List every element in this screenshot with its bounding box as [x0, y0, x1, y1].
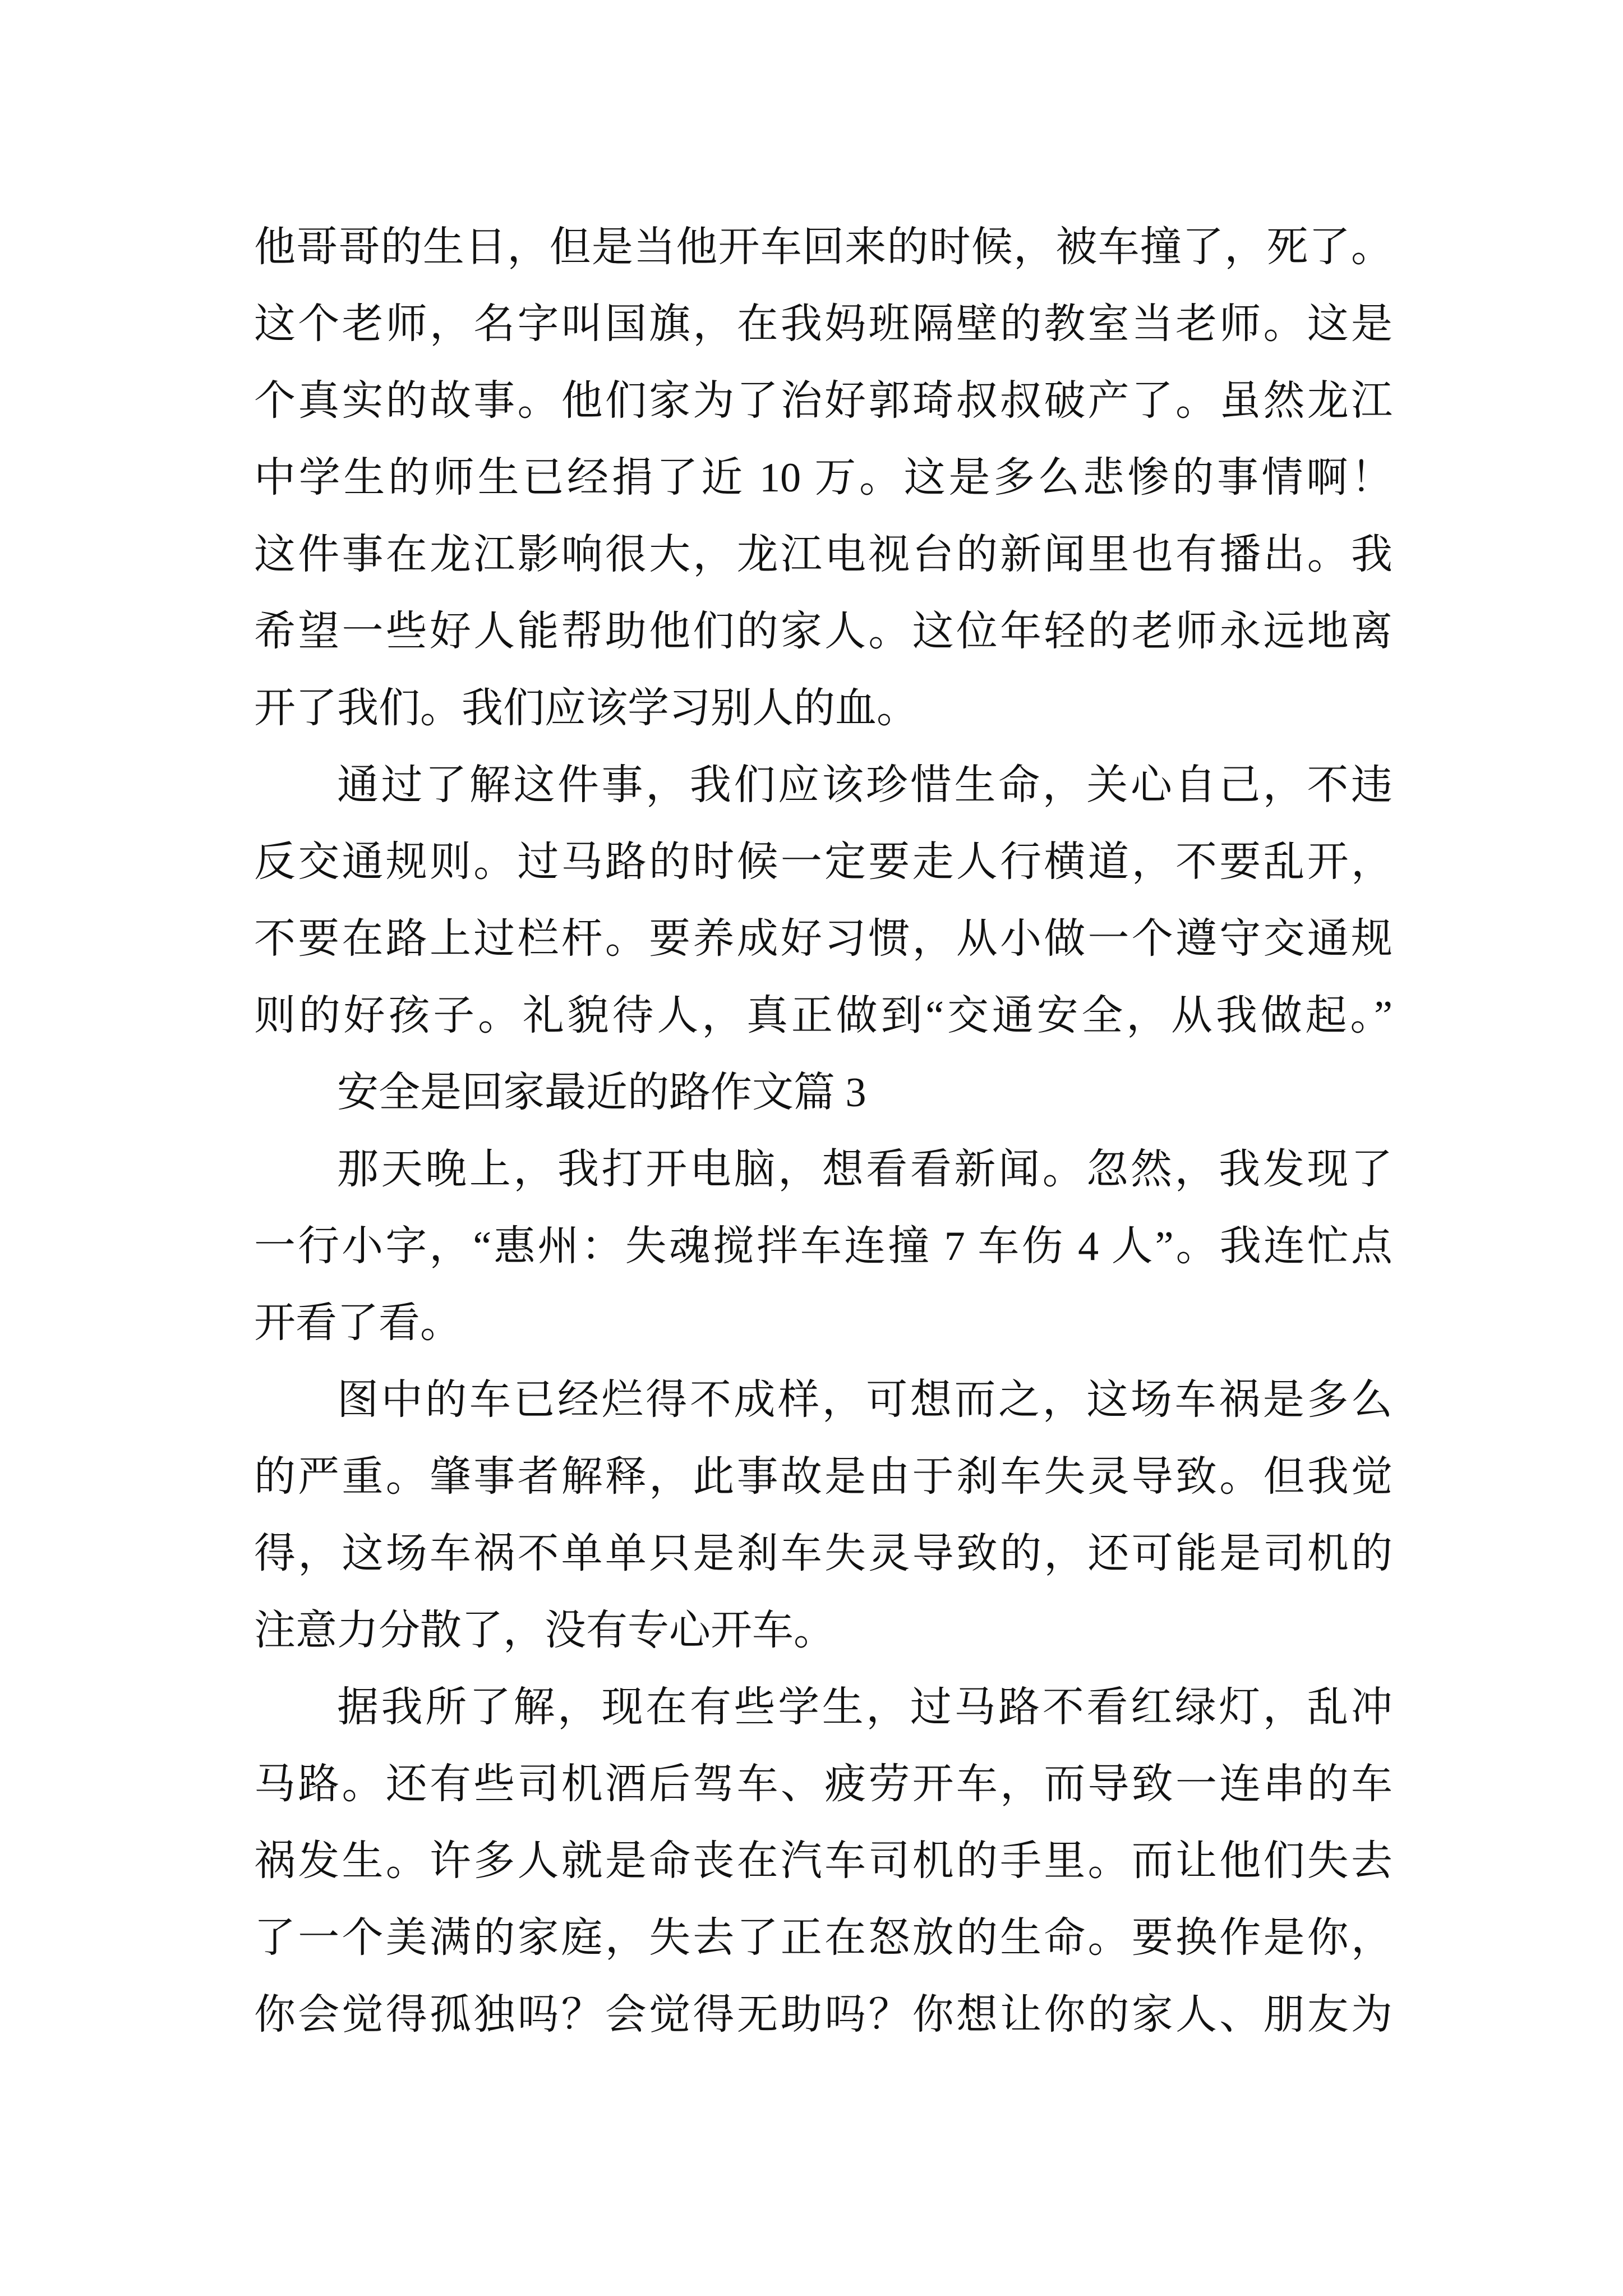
text-line: 得，这场车祸不单单只是刹车失灵导致的，还可能是司机的 [254, 1531, 1393, 1577]
paragraph [254, 1669, 1393, 2054]
text-line: 图中的车已经烂得不成样，可想而之，这场车祸是多么 [337, 1377, 1393, 1423]
text-line: 那天晚上，我打开电脑，想看看新闻。忽然，我发现了 [337, 1147, 1393, 1193]
text-line: 则的好孩子。礼貌待人，真正做到“交通安全，从我做起。” [254, 993, 1393, 1039]
section-heading-text: 安全是回家最近的路作文篇 3 [337, 1070, 866, 1116]
paragraph [254, 1362, 1393, 1669]
text-line: 这件事在龙江影响很大，龙江电视台的新闻里也有播出。我 [254, 532, 1393, 578]
text-line: 一行小字，“惠州：失魂搅拌车连撞 7 车伤 4 人”。我连忙点 [254, 1223, 1393, 1269]
text-line: 据我所了解，现在有些学生，过马路不看红绿灯，乱冲 [337, 1685, 1393, 1731]
text-line: 你会觉得孤独吗？会觉得无助吗？你想让你的家人、朋友为 [254, 1992, 1393, 2038]
document-body [254, 209, 1393, 2054]
text-line: 他哥哥的生日，但是当他开车回来的时候，被车撞了，死了。 [254, 224, 1393, 270]
text-line: 希望一些好人能帮助他们的家人。这位年轻的老师永远地离 [254, 609, 1393, 655]
paragraph [254, 1131, 1393, 1362]
text-line: 中学生的师生已经捐了近 10 万。这是多么悲惨的事情啊！ [254, 455, 1393, 501]
text-line: 马路。还有些司机酒后驾车、疲劳开车，而导致一连串的车 [254, 1761, 1393, 1807]
text-line: 通过了解这件事，我们应该珍惜生命，关心自己，不违 [337, 762, 1393, 808]
text-line: 不要在路上过栏杆。要养成好习惯，从小做一个遵守交通规 [254, 916, 1393, 962]
text-line: 开了我们。我们应该学习别人的血。 [254, 685, 918, 731]
text-line: 祸发生。许多人就是命丧在汽车司机的手里。而让他们失去 [254, 1838, 1393, 1884]
text-line: 注意力分散了，没有专心开车。 [254, 1608, 835, 1654]
text-line: 的严重。肇事者解释，此事故是由于刹车失灵导致。但我觉 [254, 1454, 1393, 1500]
section-heading [254, 1055, 1393, 1131]
paragraph [254, 209, 1393, 747]
text-line: 反交通规则。过马路的时候一定要走人行横道，不要乱开， [254, 839, 1393, 885]
text-line: 个真实的故事。他们家为了治好郭琦叔叔破产了。虽然龙江 [254, 378, 1393, 424]
text-line: 了一个美满的家庭，失去了正在怒放的生命。要换作是你， [254, 1915, 1393, 1961]
paragraph [254, 747, 1393, 1055]
text-line: 这个老师，名字叫国旗，在我妈班隔壁的教室当老师。这是 [254, 301, 1393, 347]
text-line: 开看了看。 [254, 1300, 462, 1346]
